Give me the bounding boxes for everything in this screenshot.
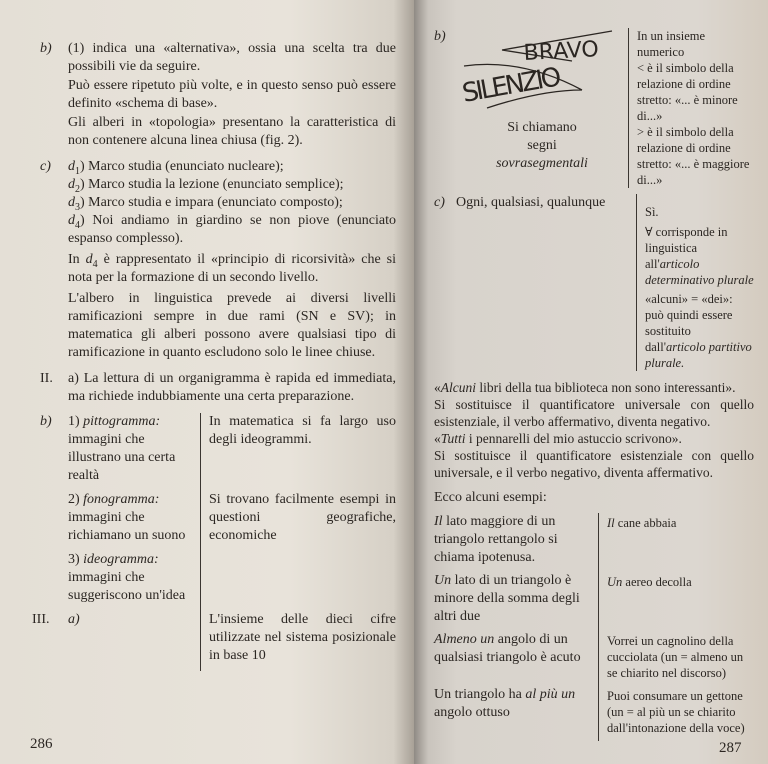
svg-text:SILENZIO: SILENZIO xyxy=(462,61,564,109)
list-item: $d_2$) Marco studia la lezione (enunciato semplice); xyxy=(68,177,344,195)
list-item: $d_1$) Marco studia (enunciato nucleare); xyxy=(68,159,284,177)
right-page-content xyxy=(434,28,754,741)
paragraph: «Alcuni libri della tua biblioteca non sono interessanti». Si sostituisce il quantificatore universale con quello esistenziale, il verbo affermativo, diventa negativo. «Tutti i pennarelli del mio astuccio scrivono». Si sostituisce il quantificatore esistenziale con quello universale, e il verbo negativo, diventa affermativo. xyxy=(434,380,754,480)
section-b xyxy=(40,40,396,151)
right-page xyxy=(414,0,768,764)
paragraph: Gli alberi in «topologia» presentano la caratteristica di non contenere alcuna linea chiusa (fig. 2). xyxy=(68,115,396,148)
table-cell: Un lato di un triangolo è minore della somma degli altri due xyxy=(434,573,580,624)
table-cell: Almeno un angolo di un qualsiasi triangolo è acuto xyxy=(434,632,581,665)
table-cell: Il lato maggiore di un triangolo rettangolo si chiama ipotenusa. xyxy=(434,514,558,565)
section-c xyxy=(40,158,396,363)
list-item: $d_4$) Noi andiamo in giardino se non piove (enunciato espanso complesso). xyxy=(68,213,396,246)
table-cell: L'insieme delle dieci cifre utilizzate nel sistema posizionale in base 10 xyxy=(200,611,396,671)
table-cell: 1) pittogramma: immagini che illustrano una certa realtà xyxy=(68,414,176,483)
table-cell: Un aereo decolla xyxy=(598,572,754,631)
label-c: c) xyxy=(40,159,51,174)
label-a: a) xyxy=(68,612,80,627)
order-relation-note: In un insieme numerico < è il simbolo della relazione di ordine stretto: «... è minore di...» > è il simbolo della relazione di ordine stretto: «... è maggiore di...» xyxy=(628,28,754,188)
quantifier-note: Sì. ∀ corrisponde in linguistica all'articolo determinativo plurale «alcuni» = «dei»: può quindi essere sostituito dall'articolo partitivo plurale. xyxy=(636,194,754,371)
paragraph: L'albero in linguistica prevede ai diversi livelli ramificazioni sempre in due rami (SN e SV); in matematica gli alberi possono avere qualsiasi tipo di ramificazione in quanto escludono solo le linee chiuse. xyxy=(68,291,396,360)
label-ii: II. xyxy=(40,371,53,386)
examples-title: Ecco alcuni esempi: xyxy=(434,490,547,505)
paragraph: In $d_4$ è rappresentato il «principio di ricorsività» che si nota per la formazione di un secondo livello. xyxy=(68,252,397,285)
table-cell: Il cane abbaia xyxy=(598,513,754,572)
table-cell: In matematica si fa largo uso degli ideogrammi. xyxy=(200,413,396,491)
table-cell: 2) fonogramma: immagini che richiamano un suono xyxy=(68,492,186,543)
table-cell: Un triangolo ha al più un angolo ottuso xyxy=(434,687,576,720)
label-b: b) xyxy=(434,29,446,44)
table-cell: Puoi consumare un gettone (un = al più un se chiarito dall'intonazione della voce) xyxy=(598,686,754,741)
table-cell: Vorrei un cagnolino della cucciolata (un = almeno un se chiarito nel discorso) xyxy=(598,631,754,686)
paragraph: (1) indica una «alternativa», ossia una scelta tra due possibili vie da seguire. xyxy=(68,41,396,74)
section-ii-b-table xyxy=(40,413,396,611)
table-cell: 3) ideogramma: immagini che suggeriscono un'idea xyxy=(68,552,186,603)
section-b xyxy=(434,28,754,188)
examples-table xyxy=(434,513,754,741)
bravo-silenzio-logo xyxy=(462,28,622,113)
table-cell: Si trovano facilmente esempi in questioni geografiche, economiche xyxy=(200,491,396,551)
section-ii xyxy=(40,370,396,406)
svg-text:BRAVO: BRAVO xyxy=(523,37,600,66)
table-cell: Ogni, qualsiasi, qualunque xyxy=(456,195,606,210)
section-iii xyxy=(32,611,396,671)
label-c: c) xyxy=(434,195,445,210)
page-number: 287 xyxy=(719,740,742,756)
label-b: b) xyxy=(40,414,52,429)
enunciati-list xyxy=(68,158,396,248)
label-iii: III. xyxy=(32,612,50,627)
label-b: b) xyxy=(40,41,52,56)
paragraph: a) La lettura di un organigramma è rapida ed immediata, ma richiede indubbiamente una certa preparazione. xyxy=(68,371,396,404)
page-number: 286 xyxy=(30,736,53,752)
caption: Si chiamano segni sovrasegmentali xyxy=(496,120,588,171)
list-item: $d_3$) Marco studia e impara (enunciato composto); xyxy=(68,195,343,213)
paragraph: Può essere ripetuto più volte, e in questo senso può essere definito «schema di base». xyxy=(68,78,396,111)
left-page-content xyxy=(32,40,397,671)
section-c xyxy=(434,194,754,371)
table-cell xyxy=(200,551,396,611)
